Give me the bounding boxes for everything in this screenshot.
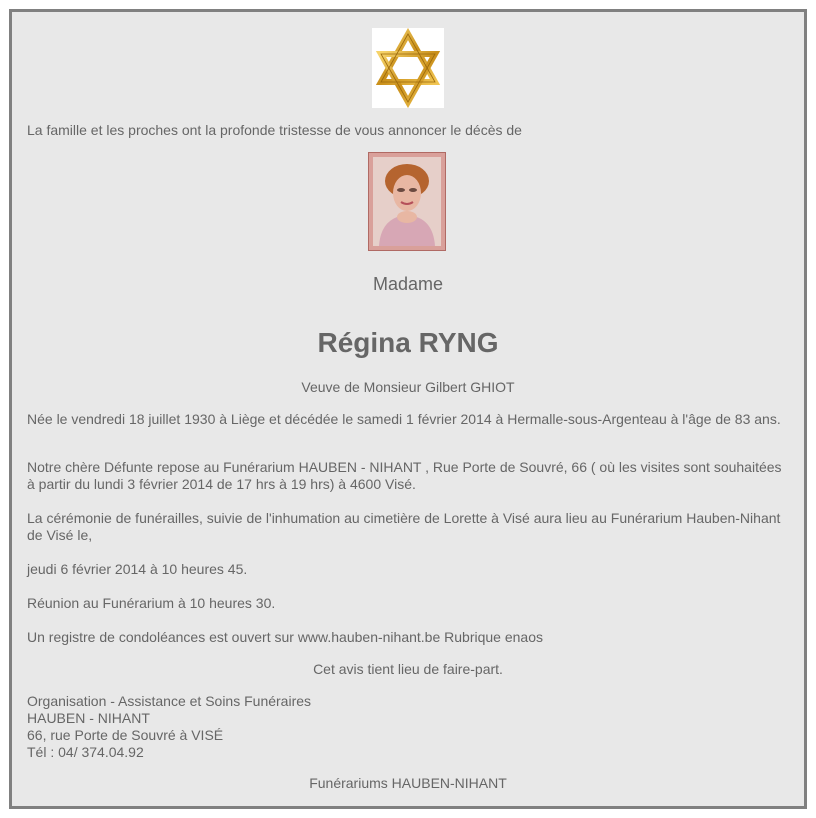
intro-text: La famille et les proches ont la profonde tristesse de vous annoncer le décès de xyxy=(27,122,522,138)
organisation-name: HAUBEN - NIHANT xyxy=(27,710,150,726)
spouse-line: Veuve de Monsieur Gilbert GHIOT xyxy=(301,379,515,395)
organisation-block xyxy=(27,693,527,761)
portrait-image xyxy=(373,157,441,246)
ceremony-text: La cérémonie de funérailles, suivie de l'inhumation au cimetière de Lorette à Visé aura lieu au Funérarium Hauben-Nihant de Visé le, xyxy=(27,510,781,543)
deceased-name: Régina RYNG xyxy=(317,327,499,358)
ceremony-date: jeudi 6 février 2014 à 10 heures 45. xyxy=(27,561,248,577)
footer-text: Funérariums HAUBEN-NIHANT xyxy=(309,775,507,791)
meeting-text: Réunion au Funérarium à 10 heures 30. xyxy=(27,595,276,611)
organisation-phone: Tél : 04/ 374.04.92 xyxy=(27,744,144,760)
repose-text: Notre chère Défunte repose au Funérarium HAUBEN - NIHANT , Rue Porte de Souvré, 66 ( où les visites sont souhaitées à partir du lundi 3 février 2014 de 17 hrs à 19 hrs) à 4600 Visé. xyxy=(27,459,782,492)
notice-text: Cet avis tient lieu de faire-part. xyxy=(313,661,503,677)
honorific: Madame xyxy=(372,274,444,294)
star-of-david-graphic xyxy=(372,28,444,108)
obituary-card xyxy=(9,9,807,809)
register-text: Un registre de condoléances est ouvert sur www.hauben-nihant.be Rubrique enaos xyxy=(27,629,543,645)
star-of-david-icon xyxy=(372,28,444,108)
organisation-address: 66, rue Porte de Souvré à VISÉ xyxy=(27,727,224,743)
portrait-placeholder xyxy=(373,157,441,246)
birth-death-text: Née le vendredi 18 juillet 1930 à Liège et décédée le samedi 1 février 2014 à Hermalle-sous-Argenteau à l'âge de 83 ans. xyxy=(27,411,781,427)
organisation-line: Organisation - Assistance et Soins Funéraires xyxy=(27,693,312,709)
portrait-photo xyxy=(368,152,446,251)
